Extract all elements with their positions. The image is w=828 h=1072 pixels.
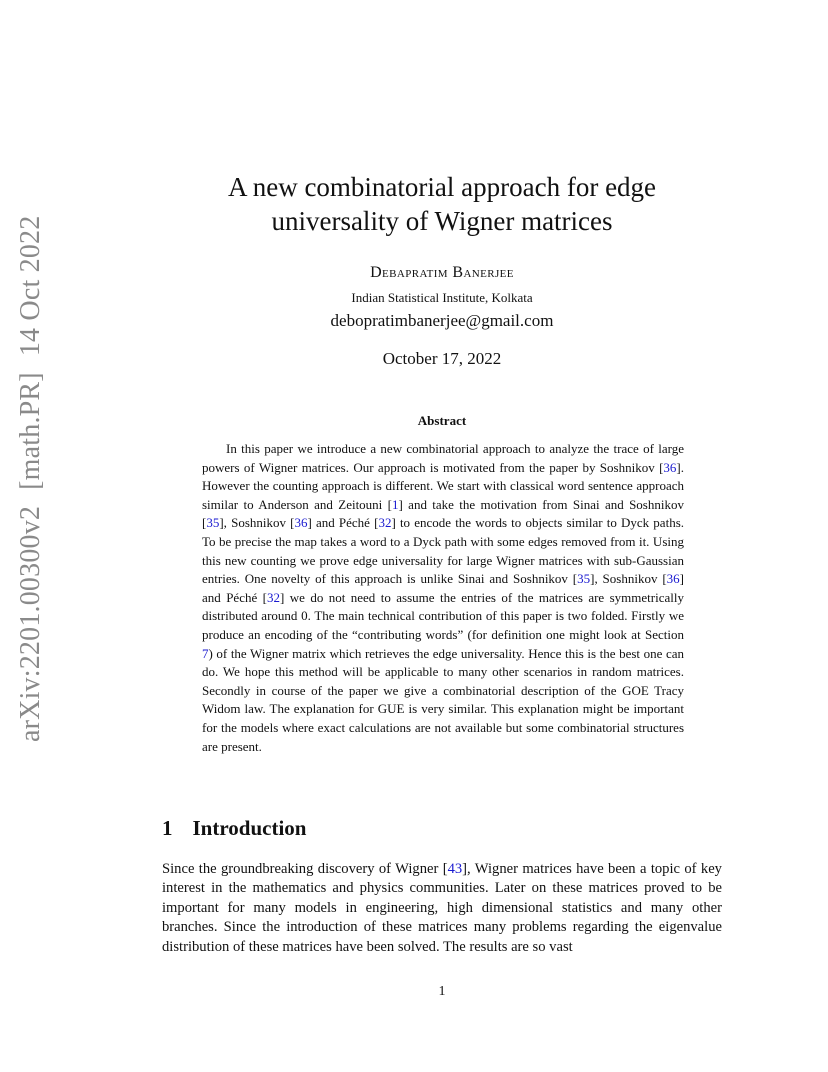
abstract-body — [202, 440, 684, 756]
abstract-text: In this paper we introduce a new combinatorial approach to analyze the trace of large powers of Wigner matrices. Our approach is motivated from the paper by Soshnikov [ — [202, 441, 684, 475]
citation-link[interactable]: 36 — [294, 515, 308, 531]
abstract-text: ] to encode the words to objects similar to Dyck paths. To be precise the map takes a word to a Dyck path with some edges removed from it. Using this new counting we prove edge universality for large Wigner matrices with sub-Gaussian entries. One novelty of this approach is unlike Sinai and Soshnikov [ — [202, 515, 684, 587]
arxiv-stamp — [13, 215, 49, 742]
citation-link[interactable]: 32 — [378, 515, 392, 531]
abstract-text: ] and Péché [ — [202, 571, 684, 605]
citation-link[interactable]: 35 — [577, 571, 591, 587]
section-number: 1 — [162, 816, 173, 840]
citation-link[interactable]: 35 — [206, 515, 220, 531]
arxiv-id: arXiv:2201.00300v2 — [15, 505, 46, 742]
abstract-heading: Abstract — [417, 413, 467, 428]
abstract-text: ] we do not need to assume the entries of the matrices are symmetrically distributed around 0. The main technical contribution of this paper is two folded. Firstly we produce an encoding of the “contributing words” (for definition one might look at Section — [202, 589, 684, 642]
page-number: 1 — [438, 984, 446, 999]
author-email: debopratimbanerjee@gmail.com — [330, 311, 554, 330]
abstract-text: ) of the Wigner matrix which retrieves the edge universality. Hence this is the best one can do. We hope this method will be applicable to many other scenarios in random matrices. Secondly in course of the paper we give a combinatorial description of the GOE Tracy Widom law. The explanation for GUE is very similar. This explanation might be important for the models where exact calculations are not available but some combinatorial structures are present. — [202, 645, 684, 754]
abstract-text: ], Soshnikov [ — [590, 571, 667, 587]
section-link[interactable]: 7 — [202, 645, 209, 661]
intro-text: Since the groundbreaking discovery of Wigner [ — [162, 861, 448, 877]
arxiv-date: 14 Oct 2022 — [15, 215, 46, 357]
intro-text: ], Wigner matrices have been a topic of key interest in the mathematics and physics communities. Later on these matrices proved to be important for many models in engineering, high dimensional statistics and many other branches. Since the introduction of these matrices many problems regarding the eigenvalue distribution of these matrices have been solved. The results are so vast — [162, 861, 722, 955]
paper-title: A new combinatorial approach for edge universality of Wigner matrices — [227, 172, 657, 236]
citation-link[interactable]: 43 — [447, 861, 463, 877]
intro-body — [162, 860, 722, 957]
author-affiliation: Indian Statistical Institute, Kolkata — [351, 290, 533, 305]
abstract-text: ] and Péché [ — [307, 515, 379, 531]
paper-date: October 17, 2022 — [382, 349, 502, 368]
abstract-text: ], Soshnikov [ — [219, 515, 295, 531]
abstract-text: ]. However the counting approach is different. We start with classical word sentence approach similar to Anderson and Zeitouni [ — [202, 459, 684, 512]
section-title: Introduction — [192, 816, 307, 840]
section-heading — [162, 816, 722, 841]
citation-link[interactable]: 32 — [266, 589, 280, 605]
citation-link[interactable]: 1 — [391, 496, 399, 512]
abstract-text: ] and take the motivation from Sinai and Soshnikov [ — [202, 496, 684, 531]
author-name: Debapratim Banerjee — [370, 264, 514, 281]
citation-link[interactable]: 36 — [663, 459, 677, 475]
citation-link[interactable]: 36 — [666, 571, 680, 587]
arxiv-category: [math.PR] — [15, 372, 46, 490]
